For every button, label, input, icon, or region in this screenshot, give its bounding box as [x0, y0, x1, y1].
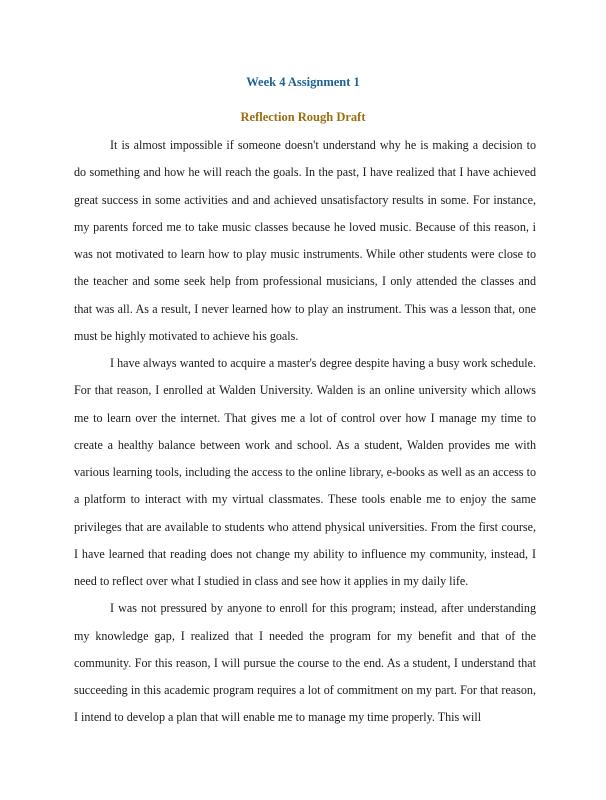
- document-subtitle: Reflection Rough Draft: [240, 110, 366, 124]
- paragraph-2: I have always wanted to acquire a master's degree despite having a busy work schedule. For that reason, I enrolled at Walden University. Walden is an online university which allows me to learn over the internet. That gives me a lot of control over how I manage my time to create a healthy balance between work and school. As a student, Walden provides me with various learning tools, including the access to the online library, e-books as well as an access to a platform to interact with my virtual classmates. These tools enable me to enjoy the same privileges that are available to students who attend physical universities. From the first course, I have learned that reading does not change my ability to influence my community, instead, I need to reflect over what I studied in class and see how it applies in my daily life.: [74, 356, 536, 588]
- document-body: [74, 132, 536, 732]
- document-title: Week 4 Assignment 1: [246, 75, 360, 89]
- paragraph-1: It is almost impossible if someone doesn't understand why he is making a decision to do something and how he will reach the goals. In the past, I have realized that I have achieved great success in some activities and and achieved unsatisfactory results in some. For instance, my parents forced me to take music classes because he loved music. Because of this reason, i was not motivated to learn how to play music instruments. While other students were close to the teacher and some seek help from professional musicians, I only attended the classes and that was all. As a result, I never learned how to play an instrument. This was a lesson that, one must be highly motivated to achieve his goals.: [74, 138, 536, 343]
- paragraph-3: I was not pressured by anyone to enroll for this program; instead, after understanding my knowledge gap, I realized that I needed the program for my benefit and that of the community. For this reason, I will pursue the course to the end. As a student, I understand that succeeding in this academic program requires a lot of commitment on my part. For that reason, I intend to develop a plan that will enable me to manage my time properly. This will: [74, 601, 536, 725]
